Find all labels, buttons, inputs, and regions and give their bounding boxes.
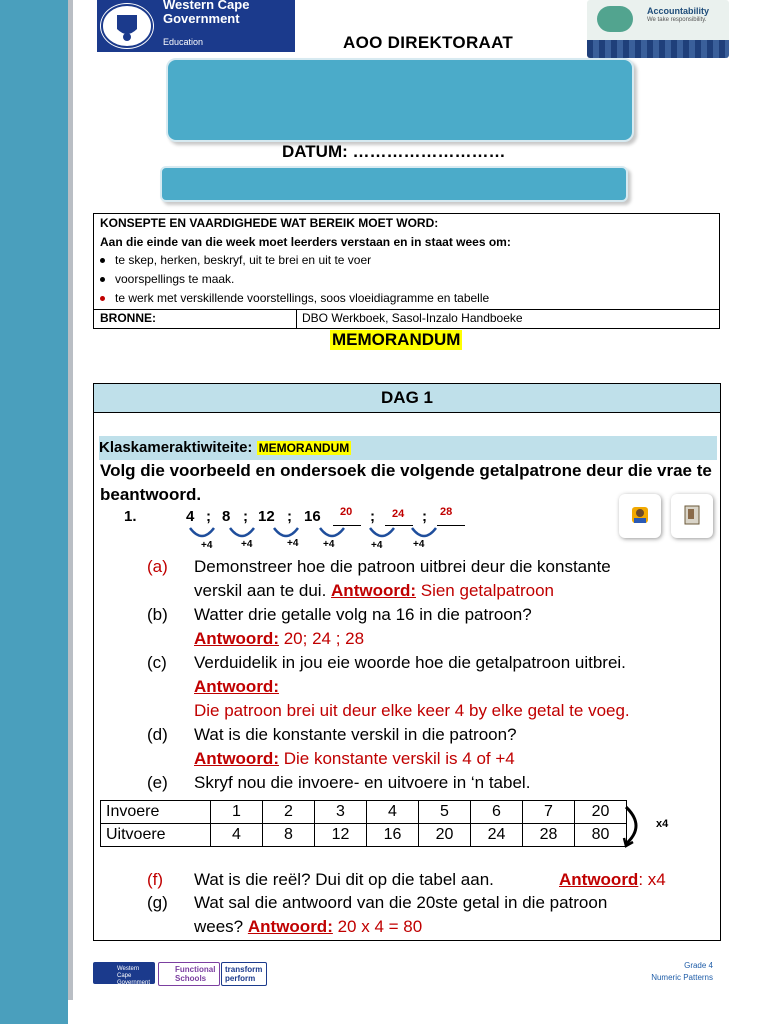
bronne-value: DBO Werkboek, Sasol-Inzalo Handboeke [302,311,523,325]
table-cell: 24 [471,824,523,847]
question-text: Verduidelik in jou eie woorde hoe die getalpatroon uitbrei. [194,653,626,672]
question-letter: (d) [147,725,168,744]
answer-label: Antwoord: [194,677,279,696]
footer-transform-perform-logo: transform perform [221,962,267,986]
row-label: Uitvoere [101,824,211,847]
table-cell: 3 [315,801,367,824]
question-answer-line: verskil aan te dui. Antwoord: Sien getalpatroon [194,581,555,600]
divider [94,309,719,310]
question-text: Demonstreer hoe die patroon uitbrei deur die konstante [194,557,611,576]
question-number: 1. [124,508,137,525]
table-cell: 28 [523,824,575,847]
answer-text: 20; 24 ; 28 [278,629,365,648]
title-banner [166,58,634,142]
memo-tag: MEMORANDUM [258,441,350,455]
footer-functional-schools-logo: Functional Schools [158,962,220,986]
question-letter: (b) [147,605,168,624]
question-letter: (f) [147,870,164,889]
seq-term: 16 [304,508,321,525]
activity-icons [615,494,715,540]
question-letter: (c) [147,653,167,672]
instruction: Volg die voorbeeld en ondersoek die volgende getalpatrone deur die vrae te beantwoord. [100,461,712,504]
seq-sep: ; [370,508,375,525]
table-cell: 4 [211,824,263,847]
table-cell: 1 [211,801,263,824]
question-answer-line: wees? Antwoord: 20 x 4 = 80 [194,917,423,936]
question-answer-line [194,748,515,770]
step-arc [190,528,214,536]
question-text: Watter drie getalle volg na 16 in die patroon? [194,605,532,624]
step-label: +4 [413,539,425,550]
memorandum-title: MEMORANDUM [332,330,461,349]
io-table [100,800,627,847]
question-answer-line [194,628,364,650]
question-text: Wat is die konstante verskil in die patroon? [194,725,517,744]
step-label: +4 [241,539,253,550]
wcg-dept: Education [163,37,204,47]
seq-answer: 20 [340,506,353,518]
table-cell: 20 [575,801,627,824]
concept-bullet: te werk met verskillende voorstellings, soos vloeidiagramme en tabelle [100,291,489,305]
step-label: +4 [287,538,299,549]
question-letter: (a) [147,557,168,576]
table-cell: 6 [471,801,523,824]
table-cell: 80 [575,824,627,847]
wcg-name: Western Cape Government [163,0,250,26]
question-answer-line [559,869,666,891]
accountability-strip [587,40,729,58]
curved-arrow-icon [622,804,650,848]
answer-text: Die patroon brei uit deur elke keer 4 by elke getal te voeg. [194,701,630,720]
step-label: +4 [201,540,213,551]
seq-sep: ; [287,508,292,525]
table-cell: 12 [315,824,367,847]
seq-sep: ; [243,508,248,525]
accountability-subtitle: We take responsibility. [647,17,707,23]
table-cell: 5 [419,801,471,824]
question-text: Skryf nou die invoere- en uitvoere in ‘n tabel. [194,773,531,792]
table-cell: 2 [263,801,315,824]
row-label: Invoere [101,801,211,824]
left-sidebar-bar [0,0,68,1024]
table-row [101,824,627,847]
page-title: AOO DIREKTORAAT [343,33,514,52]
answer-label: Antwoord: [194,749,279,768]
step-arc [412,528,436,536]
book-icon [671,494,713,538]
answer-label: Antwoord: [247,917,333,936]
day-title: DAG 1 [94,384,720,413]
subtitle-banner [160,166,628,202]
wcg-logo [97,0,295,52]
step-arc [274,528,298,536]
accountability-logo [587,0,729,58]
bullet-icon [100,277,105,282]
step-arc [370,528,394,536]
table-cell: 4 [367,801,419,824]
footer-grade-topic: Grade 4 Numeric Patterns [651,961,713,982]
concepts-subheading: Aan die einde van die week moet leerders verstaan en in staat wees om: [100,235,511,249]
concepts-heading: KONSEPTE EN VAARDIGHEDE WAT BEREIK MOET WORD: [100,216,439,230]
answer-label: Antwoord [559,870,639,889]
bullet-icon [100,258,105,263]
question-text: Wat sal die antwoord van die 20ste getal in die patroon [194,893,608,912]
concepts-table [93,213,720,329]
footer-wcg-logo: Western Cape Government [93,962,155,984]
table-cell: 16 [367,824,419,847]
concept-bullet: voorspellings te maak. [100,272,234,286]
learner-icon [619,494,661,538]
table-cell: 20 [419,824,471,847]
seq-sep: ; [422,508,427,525]
question-text: Wat is die reël? Dui dit op die tabel aan. [194,870,494,889]
step-arc [320,528,344,536]
rule-label: x4 [656,818,669,830]
accountability-title: Accountability [647,6,710,16]
question-letter: (g) [147,893,168,912]
answer-label: Antwoord: [194,629,279,648]
table-cell: 8 [263,824,315,847]
seq-term: 8 [222,508,231,525]
answer-label: Antwoord: [331,581,417,600]
concept-bullet: te skep, herken, beskryf, uit te brei en uit te voer [100,253,371,267]
sidebar-shadow [68,0,73,1000]
table-cell: 7 [523,801,575,824]
seq-term: 12 [258,508,275,525]
seq-answer: 28 [440,506,453,518]
seq-answer: 24 [392,508,405,520]
divider [296,309,297,328]
seq-term: 4 [186,508,195,525]
bronne-label: BRONNE: [100,311,156,325]
table-row [101,801,627,824]
question-letter: (e) [147,773,168,792]
seq-sep: ; [206,508,211,525]
answer-text: 20 x 4 = 80 [332,917,423,936]
bullet-icon [100,296,105,301]
classroom-activities-bar: Klaskameraktiwiteite: MEMORANDUM [99,436,717,460]
step-label: +4 [371,540,383,551]
answer-text: Sien getalpatroon [416,581,555,600]
step-label: +4 [323,539,335,550]
step-arc [230,528,254,536]
hand-icon [597,6,633,32]
answer-text: : x4 [638,870,666,889]
answer-text: Die konstante verskil is 4 of +4 [278,749,515,768]
date-line: DATUM: ……………………… [282,142,506,161]
crest-icon [100,3,154,49]
